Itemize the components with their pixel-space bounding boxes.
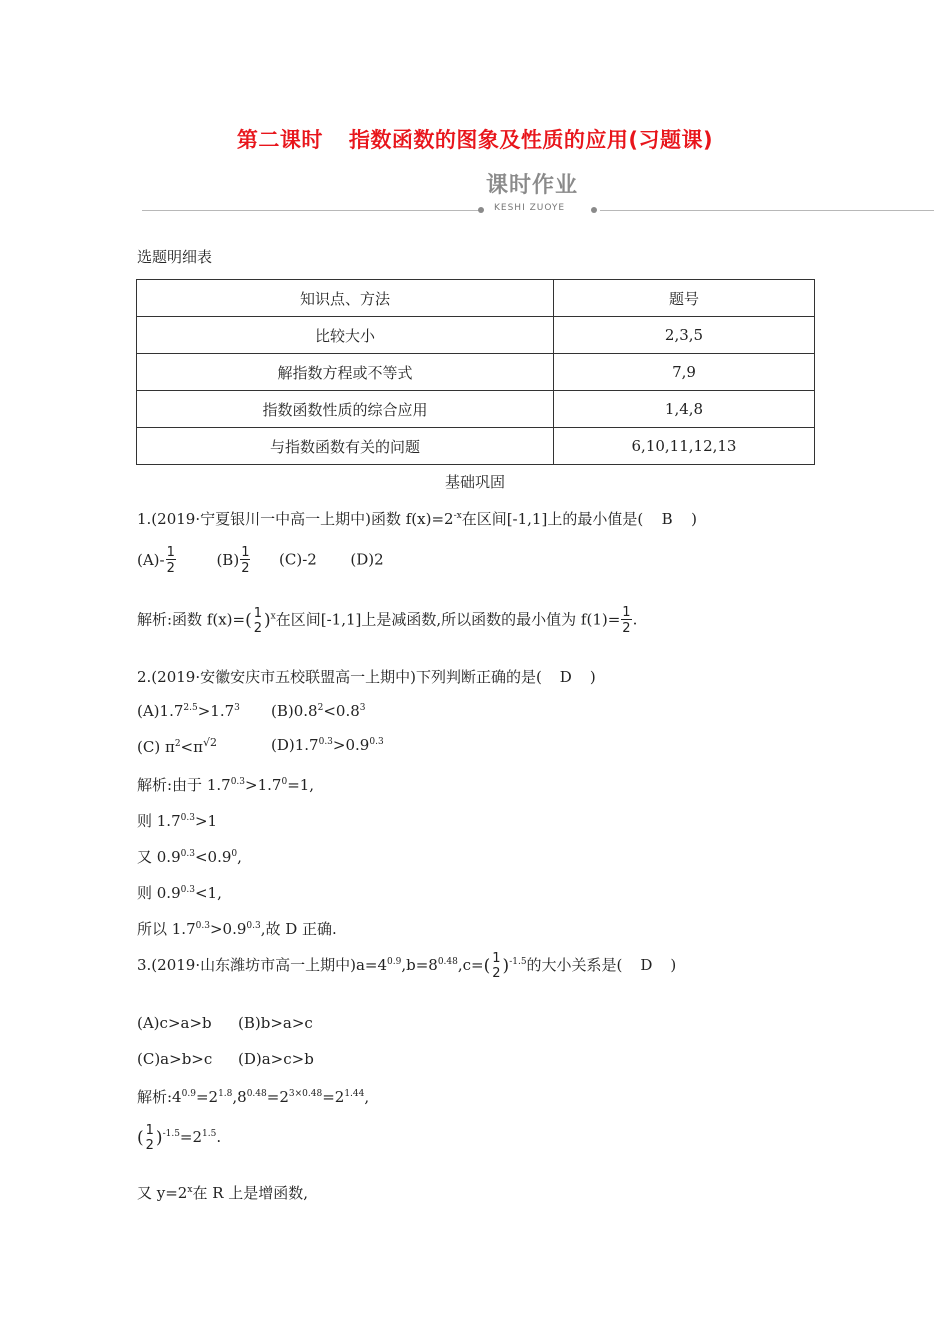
q2-solution-line-1: [137, 774, 314, 795]
q3-option-a: (A)c>a>b: [137, 1014, 212, 1032]
sol-exp: -1.5: [162, 1129, 180, 1139]
lesson-number: 第二课时: [236, 128, 323, 152]
q1-exponent: -x: [453, 511, 462, 521]
sol-exp: 0: [231, 849, 238, 859]
q2-solution-line-3: [137, 846, 242, 867]
fraction-numerator: 1: [145, 1123, 154, 1138]
fraction-denominator: 2: [145, 1138, 154, 1153]
q1-option-c: (C)-2: [279, 550, 317, 569]
q1-close: ): [691, 510, 698, 528]
sol-text: ,故 D 正确.: [260, 920, 337, 938]
q1-option-b-label: (B): [216, 550, 240, 569]
q1-stem-text-2: 在区间[-1,1]上的最小值是(: [461, 510, 644, 528]
sol-exp: 3×0.48: [288, 1089, 323, 1099]
q2-solution-line-5: [137, 918, 337, 939]
q2-a-base: (A)1.7: [137, 702, 184, 720]
sol-text: >1: [194, 812, 218, 830]
sol-exp: 0.3: [180, 885, 195, 895]
sol-text: 所以 1.7: [137, 920, 196, 938]
fraction-denominator: 2: [492, 966, 501, 981]
table-cell: 与指数函数有关的问题: [137, 428, 554, 465]
q2-solution-line-4: [137, 882, 222, 903]
q1-solution-text-2: 在区间[-1,1]上是减函数,所以函数的最小值为 f(1)=: [275, 610, 621, 629]
fraction: [253, 607, 263, 635]
q1-option-a: [137, 545, 177, 576]
table-row: [137, 391, 815, 428]
table-row: [137, 354, 815, 391]
banner-left-line: [142, 210, 481, 211]
sol-text: <1,: [194, 884, 222, 902]
sol-exp: 0.3: [230, 777, 246, 787]
q2-answer: D: [559, 668, 572, 686]
fraction-denominator: 2: [241, 561, 250, 576]
q3-option-b: (B)b>a>c: [238, 1014, 313, 1032]
banner-subtitle: KESHI ZUOYE: [494, 203, 566, 213]
q3-option-c: (C)a>b>c: [137, 1050, 213, 1068]
q3-exp: 0.9: [387, 957, 402, 967]
banner-title: 课时作业: [486, 173, 579, 198]
sol-text: <0.9: [194, 848, 232, 866]
q2-b-base: (B)0.8: [271, 702, 318, 720]
sol-exp: x: [187, 1185, 193, 1195]
q1-solution-text: 解析:函数 f(x)=: [137, 610, 246, 629]
sol-text: =2: [266, 1088, 289, 1106]
table-header-cell: 知识点、方法: [137, 280, 554, 317]
fraction: [491, 952, 501, 980]
q2-c-exp: 2: [174, 739, 181, 749]
fraction: [145, 1124, 155, 1152]
q3-text: ,c=: [457, 956, 484, 974]
sol-text: =2: [322, 1088, 345, 1106]
table-cell: 比较大小: [137, 317, 554, 354]
q3-text: 3.(2019·山东潍坊市高一上期中)a=4: [137, 956, 388, 974]
q1-answer: B: [661, 510, 673, 528]
q3-solution-line-3: [137, 1182, 308, 1203]
q1-option-d: (D)2: [350, 550, 384, 569]
fraction: [166, 546, 176, 575]
table-row: [137, 317, 815, 354]
sol-exp: 0.9: [181, 1089, 196, 1099]
q1-solution-end: .: [632, 610, 638, 629]
banner-right-dot: [591, 207, 597, 213]
sol-text: ,: [364, 1088, 370, 1106]
sol-text: 又 y=2: [137, 1184, 188, 1202]
sol-text: 解析:4: [137, 1088, 182, 1106]
q1-option-a-label: (A)-: [137, 550, 165, 569]
fraction: [240, 546, 250, 575]
fraction-denominator: 2: [166, 561, 175, 576]
table-cell: 指数函数性质的综合应用: [137, 391, 554, 428]
fraction-denominator: 2: [253, 620, 263, 636]
table-cell: 2,3,5: [554, 317, 815, 354]
q2-option-d: [271, 736, 384, 754]
fraction-numerator: 1: [166, 545, 175, 560]
q2-c-base2: <π: [180, 738, 203, 756]
table-cell: 1,4,8: [554, 391, 815, 428]
sol-exp: 0.3: [180, 813, 195, 823]
q2-a-exp2: 3: [234, 703, 240, 713]
q2-d-base: (D)1.7: [271, 736, 319, 754]
q1-stem: [137, 508, 697, 529]
q2-d-base2: >0.9: [332, 736, 370, 754]
table-cell: 解指数方程或不等式: [137, 354, 554, 391]
sol-text: .: [216, 1128, 222, 1146]
sol-text: ,: [237, 848, 242, 866]
table-header-row: [137, 280, 815, 317]
lesson-topic: 指数函数的图象及性质的应用(习题课): [348, 128, 714, 152]
table-cell: 7,9: [554, 354, 815, 391]
q2-stem-text: 2.(2019·安徽安庆市五校联盟高一上期中)下列判断正确的是(: [137, 668, 542, 686]
sol-exp: 0: [281, 777, 288, 787]
q2-d-exp: 0.3: [318, 737, 333, 747]
q3-text: ,b=8: [401, 956, 438, 974]
q3-close: ): [670, 956, 677, 974]
q2-a-base2: >1.7: [197, 702, 235, 720]
sol-text: 则 0.9: [137, 884, 181, 902]
q2-a-exp: 2.5: [183, 703, 198, 713]
fraction-numerator: 1: [492, 951, 501, 966]
sol-text: 又 0.9: [137, 848, 181, 866]
table-caption: 选题明细表: [137, 248, 213, 266]
q2-d-exp2: 0.3: [369, 737, 384, 747]
detail-table: [136, 279, 815, 465]
banner-right-line: [600, 210, 934, 211]
sol-text: =1,: [287, 776, 315, 794]
sol-exp: 1.44: [344, 1089, 365, 1099]
sol-text: =2: [179, 1128, 203, 1146]
q2-c-base: (C) π: [137, 738, 175, 756]
q3-stem: 3.(2019·山东潍坊市高一上期中)$a=4^{0.9},b=8^{0.48},c=$( 1 2 )$^{-1.5}$的大小关系是( D ): [137, 951, 677, 981]
q3-solution-line-2: ( 1 2 )$^{-1.5}=2^{1.5}$.: [137, 1123, 222, 1153]
sol-text: 则 1.7: [137, 812, 181, 830]
q3-option-d: (D)a>c>b: [238, 1050, 314, 1068]
q1-option-b: [216, 545, 251, 576]
q2-option-a: [137, 702, 240, 720]
q1-solution-exponent: x: [270, 611, 276, 622]
sol-exp: 0.48: [246, 1089, 267, 1099]
fraction-numerator: 1: [253, 605, 263, 621]
sol-text: 解析:由于 1.7: [137, 776, 231, 794]
q2-stem: [137, 666, 596, 687]
fraction-denominator: 2: [622, 621, 631, 636]
sol-exp: 0.3: [246, 921, 261, 931]
fraction-numerator: 1: [622, 605, 631, 620]
sol-exp: 0.3: [180, 849, 195, 859]
q3-solution-line-1: [137, 1086, 369, 1107]
q1-solution: 解析:函数 f(x)=( 1 2 )$^x$在区间[-1,1]上是减函数,所以函数的最小值为 f(1)= $\frac{1}{2}$ .: [137, 605, 638, 636]
q3-text: 的大小关系是(: [526, 956, 623, 974]
sol-exp: 0.3: [195, 921, 210, 931]
q3-exp: -1.5: [509, 957, 527, 967]
q2-solution-line-2: [137, 810, 217, 831]
q3-exp: 0.48: [437, 957, 458, 967]
q1-stem-text: 1.(2019·宁夏银川一中高一上期中)函数 f(x)=2: [137, 510, 454, 528]
q2-b-exp2: 3: [359, 703, 366, 713]
sol-text: =2: [195, 1088, 219, 1106]
sol-exp: 1.8: [218, 1089, 233, 1099]
banner-left-dot: [478, 207, 484, 213]
sol-exp: 1.5: [202, 1129, 217, 1139]
fraction: [621, 606, 631, 635]
table-row: [137, 428, 815, 465]
q2-b-base2: <0.8: [323, 702, 360, 720]
q2-option-c: [137, 736, 217, 756]
table-header-cell: 题号: [554, 280, 815, 317]
sol-text: >0.9: [209, 920, 247, 938]
q2-b-exp: 2: [317, 703, 324, 713]
lesson-title: [0, 124, 950, 154]
q2-c-exp2: √2: [202, 736, 217, 749]
section-title: 基础巩固: [444, 473, 505, 491]
q3-answer: D: [640, 956, 653, 974]
table-cell: 6,10,11,12,13: [554, 428, 815, 465]
sol-text: >1.7: [245, 776, 282, 794]
q2-option-b: [271, 702, 366, 720]
fraction-numerator: 1: [241, 545, 250, 560]
sol-text: 在 R 上是增函数,: [192, 1184, 309, 1202]
q2-close: ): [589, 668, 596, 686]
sol-text: ,8: [232, 1088, 247, 1106]
q1-options: [137, 546, 384, 575]
